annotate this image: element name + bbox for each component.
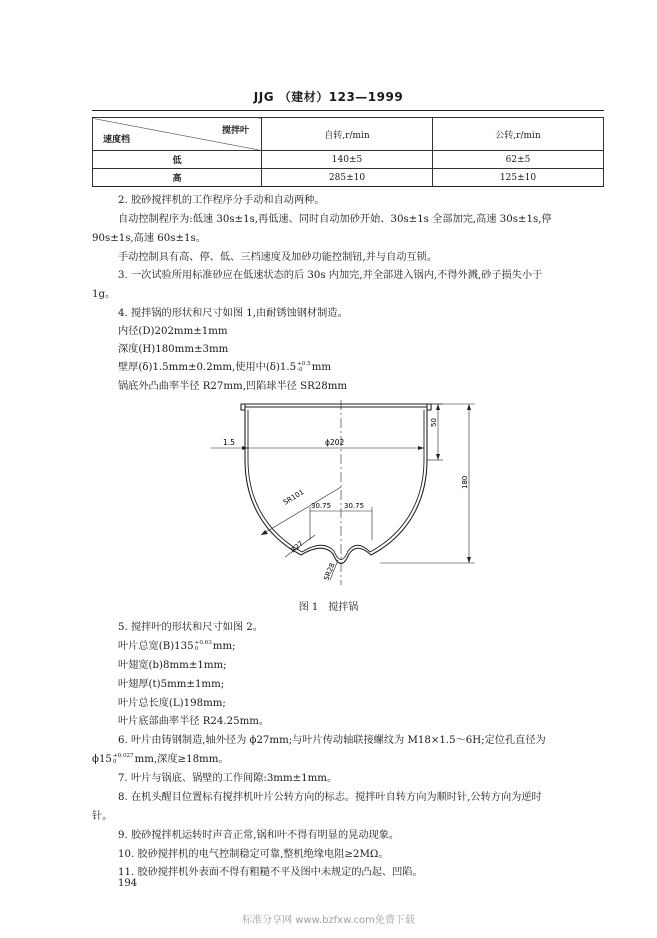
running-header: JJG （建材）123—1999 <box>253 90 404 104</box>
tolerance <box>297 361 311 373</box>
para-10: 10. 胶砂搅拌机的电气控制稳定可靠,整机绝缘电阻≥2MΩ。 <box>118 849 389 860</box>
header-rule <box>92 110 604 111</box>
spec-blade-radius: 叶片底部曲率半径 R24.25mm。 <box>118 716 270 727</box>
table-row <box>93 151 604 169</box>
dim-r27-label: R27 <box>289 539 305 555</box>
tolerance-upper: +0.63 <box>194 640 212 646</box>
speed-table <box>92 117 604 187</box>
spec-bottom-radius: 锅底外凸曲率半径 R27mm,凹陷球半径 SR28mm <box>118 381 348 392</box>
para-8-cont: 针。 <box>92 811 113 822</box>
para-3-cont: 1g。 <box>92 289 116 300</box>
dim-sr28-label: SR28 <box>322 561 337 582</box>
column-header-rotation: 自转,r/min <box>262 118 433 151</box>
dim-sr101-label: SR101 <box>281 488 306 507</box>
spec-depth: 深度(H)180mm±3mm <box>118 344 229 355</box>
para-4: 4. 搅拌锅的形状和尺寸如图 1,由耐锈蚀钢材制造。 <box>118 308 348 319</box>
tolerance <box>195 640 212 652</box>
spec-blade-width-text: 叶片总宽(B)135 <box>118 641 194 652</box>
tolerance-upper: +0.027 <box>112 753 134 759</box>
tolerance-lower: -0 <box>297 367 303 373</box>
para-auto-program: 自动控制程序为:低速 30s±1s,再低速、同时自动加砂开始、30s±1s 全部加完,高速 30s±1s,停 <box>118 214 552 225</box>
table-bottom-rule <box>92 186 604 187</box>
table-cell: 62±5 <box>433 151 604 169</box>
spec-blade-width <box>118 640 236 654</box>
diag-top-label: 搅拌叶 <box>221 126 249 136</box>
dim-thickness-label: 1.5 <box>223 438 235 447</box>
spec-blade-length: 叶片总长度(L)198mm; <box>118 698 226 709</box>
rim-right <box>427 404 431 410</box>
diag-bottom-label: 速度档 <box>103 135 131 145</box>
spec-wing-thickness: 叶翅厚(t)5mm±1mm; <box>118 679 225 690</box>
para-6-cont <box>92 753 229 767</box>
spec-wing-width: 叶翅宽(b)8mm±1mm; <box>118 660 227 671</box>
para-7: 7. 叶片与锅底、锅壁的工作间隙:3mm±1mm。 <box>118 773 338 784</box>
para-11: 11. 胶砂搅拌机外表面不得有粗糙不平及图中未规定的凸起、凹陷。 <box>118 867 423 878</box>
mixing-bowl-figure <box>205 395 485 594</box>
para-6-cont-text: ϕ15 <box>92 754 112 765</box>
row-label: 低 <box>93 151 262 169</box>
para-9: 9. 胶砂搅拌机运转时声音正常,锅和叶不得有明显的晃动现象。 <box>118 830 400 841</box>
spec-inner-diameter: 内径(D)202mm±1mm <box>118 326 228 337</box>
bowl-inner <box>248 410 424 560</box>
para-auto-program-cont: 90s±1s,高速 60s±1s。 <box>92 233 206 244</box>
para-2: 2. 胶砂搅拌机的工作程序分手动和自动两种。 <box>118 195 325 206</box>
dim-offset-left-label: 30.75 <box>311 502 332 510</box>
spec-wall-thickness-text: 壁厚(δ)1.5mm±0.2mm,使用中(δ)1.5 <box>118 362 297 373</box>
dim-height-label: 180 <box>461 475 469 489</box>
rim-left <box>241 404 245 410</box>
spec-wall-thickness-unit: mm <box>311 362 332 373</box>
dim-diameter-label: ϕ202 <box>325 438 345 447</box>
column-header-revolution: 公转,r/min <box>433 118 604 151</box>
tolerance <box>113 753 134 765</box>
page-number: 194 <box>118 878 138 889</box>
table-cell: 285±10 <box>262 169 433 187</box>
table-header-row <box>93 118 604 151</box>
spec-blade-width-unit: mm; <box>212 641 236 652</box>
table-cell: 140±5 <box>262 151 433 169</box>
table-row <box>93 169 604 187</box>
dim-rim-label: 50 <box>430 418 438 427</box>
mixing-bowl-drawing <box>205 395 485 590</box>
dim-offset-right-label: 30.75 <box>344 502 365 510</box>
bowl-outer <box>245 410 427 564</box>
tolerance-lower: 0 <box>112 759 117 765</box>
para-6: 6. 叶片由铸钢制造,轴外径为 ϕ27mm;与叶片传动轴联接螺纹为 M18×1.5～6H;定位孔直径为 <box>118 735 546 746</box>
watermark: 标准分享网 www.bzfxw.com免费下载 <box>242 915 415 926</box>
tolerance-upper: +0.5 <box>297 361 311 367</box>
table-cell: 125±10 <box>433 169 604 187</box>
para-8: 8. 在机头醒目位置标有搅拌机叶片公转方向的标志。搅拌叶自转方向为顺时针,公转方向为逆时 <box>118 792 542 803</box>
table-diagonal-header-cell <box>93 118 262 151</box>
para-3: 3. 一次试验所用标准砂应在低速状态的后 30s 内加完,并全部进入锅内,不得外溅,砂子损失小于 <box>118 270 543 281</box>
figure-caption: 图 1 搅拌锅 <box>298 602 359 613</box>
para-manual-control: 手动控制具有高、停、低、三档速度及加砂功能控制钮,并与自动互锁。 <box>118 252 438 263</box>
spec-wall-thickness <box>118 361 331 375</box>
para-5: 5. 搅拌叶的形状和尺寸如图 2。 <box>118 622 263 633</box>
row-label: 高 <box>93 169 262 187</box>
tolerance-lower: 0 <box>194 646 199 652</box>
para-6-cont-unit: mm,深度≥18mm。 <box>134 754 229 765</box>
